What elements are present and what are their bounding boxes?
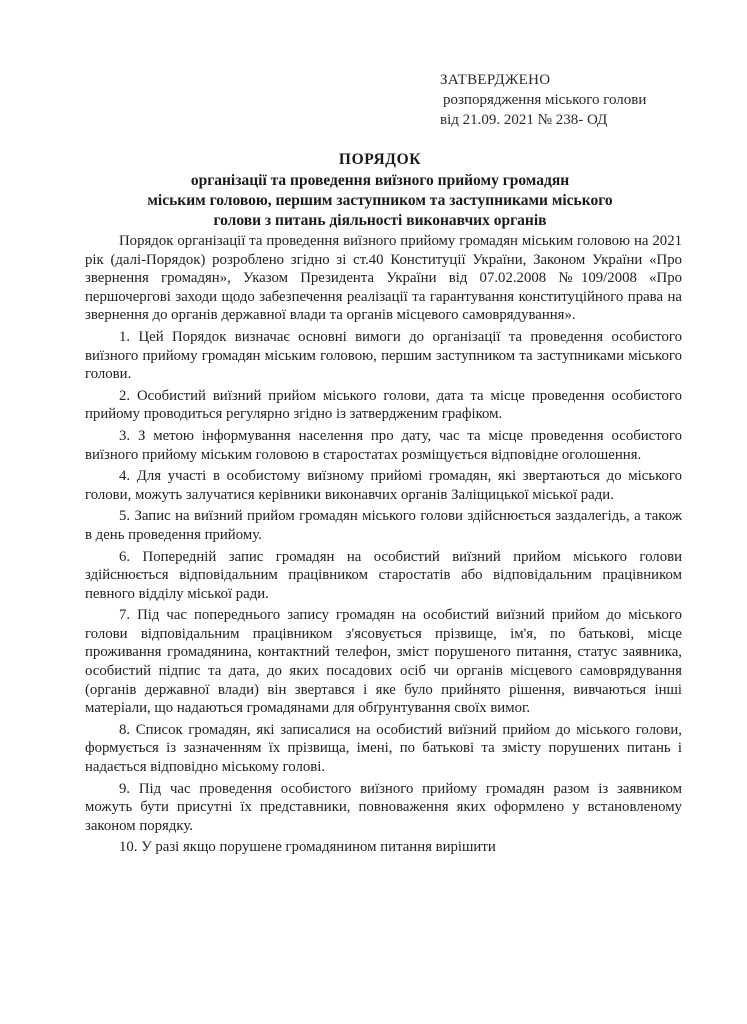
paragraph-intro: Порядок організації та проведення виїзного прийому громадян міським головою на 2021 рік (далі-Порядок) розроблено згідно зі ст.40 Конституції України, Законом України «Про звернення громадян», Указом Президента України від 07.02.2008 №109/2008 «Про першочергові заходи щодо забезпечення реалізації та гарантування конституційного права на звернення до органів державної влади та органів місцевого самоврядування». (85, 233, 682, 324)
document-title (60, 150, 700, 231)
approval-label: ЗАТВЕРДЖЕНО (440, 72, 551, 88)
paragraph-1: 1. Цей Порядок визначає основні вимоги до організації та проведення особистого виїзного прийому громадян міським головою, першим заступником та заступниками міського голови. (85, 328, 682, 383)
title-line-2: міським головою, першим заступником та заступниками міського (147, 192, 613, 209)
paragraph-7: 7. Під час попереднього запису громадян на особистий виїзний прийом до міського голови відповідальним працівником з'ясовується прізвище, ім'я, по батькові, місце проживання громадянина, контактний телефон, зміст порушеного питання, статус заявника, особистий підпис та дата, до яких посадових осіб чи органів місцевого самоврядування (органів державної влади) він звертався і яке було прийнято рішення, вивчаються інші матеріали, що надаються громадянами для обґрунтування своїх вимог. (85, 607, 682, 717)
approval-stamp (440, 70, 730, 130)
paragraph-6: 6. Попередній запис громадян на особистий виїзний прийом міського голови здійснюється відповідальним працівником старостатів або відповідальним працівником певного відділу міської ради. (85, 548, 682, 602)
paragraph-8: 8. Список громадян, які записалися на особистий виїзний прийом до міського голови, формується із зазначенням їх прізвища, імені, по батькові та змісту порушених питань і надається відповідно міському голові. (85, 721, 682, 776)
title-heading: ПОРЯДОК (338, 151, 422, 168)
paragraph-3: 3. З метою інформування населення про дату, час та місце проведення особистого виїзного прийому міським головою в старостатах розміщується відповідне оголошення. (85, 427, 682, 463)
paragraph-5: 5. Запис на виїзний прийом громадян міського голови здійснюється заздалегідь, а також в день проведення прийому. (85, 508, 682, 543)
approval-date-line: від 21.09. 2021 № 238- ОД (440, 112, 608, 128)
approval-order-line: розпорядження міського голови (443, 92, 647, 108)
paragraph-9: 9. Під час проведення особистого виїзного прийому громадян разом із заявником можуть бути присутні їх представники, повноваження яких оформлено у встановленому законом порядку. (85, 780, 682, 834)
document-body (85, 232, 682, 857)
title-line-3: голови з питань діяльності виконавчих органів (213, 212, 547, 229)
paragraph-2: 2. Особистий виїзний прийом міського голови, дата та місце проведення особистого прийому проводиться регулярно згідно із затвердженим графіком. (85, 387, 682, 423)
paragraph-10: 10. У разі якщо порушене громадянином питання вирішити (119, 839, 496, 856)
title-line-1: організації та проведення виїзного прийому громадян (190, 172, 570, 189)
paragraph-4: 4. Для участі в особистому виїзному прийомі громадян, які звертаються до міського голови, можуть залучатися керівники виконавчих органів Заліщицької міської ради. (85, 468, 682, 503)
